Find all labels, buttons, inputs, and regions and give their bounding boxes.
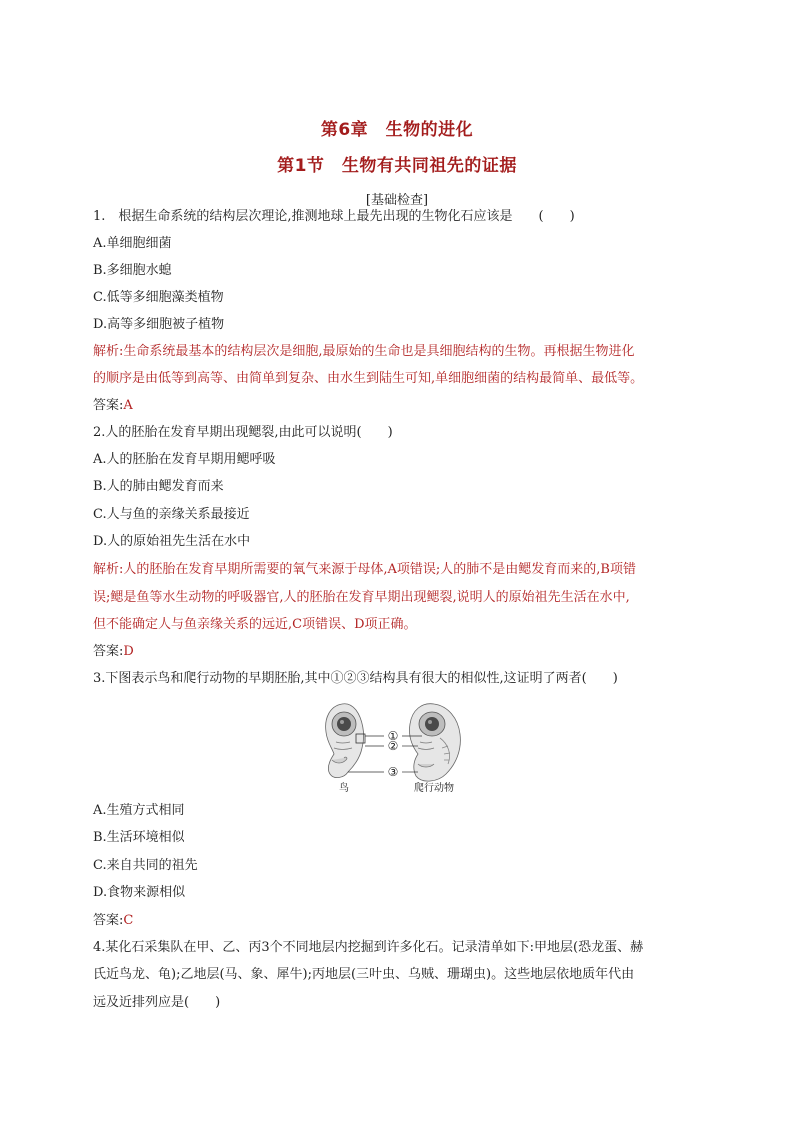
q1-stem: 1. 根据生命系统的结构层次理论,推测地球上最先出现的生物化石应该是 ( ) bbox=[93, 209, 575, 224]
q3-option-d: D.食物来源相似 bbox=[93, 885, 186, 900]
q2-option-b: B.人的肺由鳃发育而来 bbox=[93, 479, 224, 494]
chapter-title: 第6章 生物的进化 bbox=[320, 120, 474, 140]
q3-option-a: A.生殖方式相同 bbox=[93, 803, 185, 818]
q3-stem: 3.下图表示鸟和爬行动物的早期胚胎,其中①②③结构具有很大的相似性,这证明了两者( ) bbox=[93, 671, 618, 686]
q1-answer bbox=[93, 398, 133, 414]
q3-option-b: B.生活环境相似 bbox=[93, 830, 185, 845]
q2-analysis-line-3: 但不能确定人与鱼亲缘关系的远近,C项错误、D项正确。 bbox=[93, 617, 417, 632]
q1-option-c: C.低等多细胞藻类植物 bbox=[93, 290, 224, 305]
figure-bird-label: 鸟 bbox=[339, 783, 349, 794]
embryo-figure bbox=[322, 698, 472, 794]
q2-stem: 2.人的胚胎在发育早期出现鳃裂,由此可以说明( ) bbox=[93, 425, 393, 440]
q2-answer-prefix: 答案: bbox=[93, 644, 124, 659]
q3-answer bbox=[93, 913, 133, 929]
q4-stem-line-1: 4.某化石采集队在甲、乙、丙3个不同地层内挖掘到许多化石。记录清单如下:甲地层(恐龙蛋、赫 bbox=[93, 940, 644, 955]
q1-analysis-line-1: 解析:生命系统最基本的结构层次是细胞,最原始的生命也是具细胞结构的生物。再根据生物进化 bbox=[93, 344, 635, 359]
bird-embryo-drawing bbox=[326, 704, 365, 778]
figure-marker-3: ③ bbox=[387, 765, 399, 779]
q3-answer-prefix: 答案: bbox=[93, 913, 124, 928]
q1-option-b: B.多细胞水螅 bbox=[93, 263, 172, 278]
q2-analysis-line-2: 误;鳃是鱼等水生动物的呼吸器官,人的胚胎在发育早期出现鳃裂,说明人的原始祖先生活在水中, bbox=[93, 590, 630, 605]
q3-answer-value: C bbox=[123, 913, 134, 928]
q2-analysis-line-1: 解析:人的胚胎在发育早期所需要的氧气来源于母体,A项错误;人的肺不是由鳃发育而来的,B项错 bbox=[93, 562, 636, 577]
basic-check-label: [基础检查] bbox=[365, 193, 429, 208]
q1-answer-value: A bbox=[123, 398, 133, 413]
q2-option-c: C.人与鱼的亲缘关系最接近 bbox=[93, 507, 250, 522]
q4-stem-line-2: 氏近鸟龙、龟);乙地层(马、象、犀牛);丙地层(三叶虫、乌贼、珊瑚虫)。这些地层依地质年代由 bbox=[93, 967, 635, 982]
figure-marker-1: ① bbox=[387, 729, 399, 743]
section-title: 第1节 生物有共同祖先的证据 bbox=[277, 156, 517, 176]
q3-option-c: C.来自共同的祖先 bbox=[93, 858, 198, 873]
reptile-embryo-drawing bbox=[409, 704, 460, 781]
q2-answer bbox=[93, 644, 134, 660]
q1-option-d: D.高等多细胞被子植物 bbox=[93, 317, 225, 332]
q2-option-d: D.人的原始祖先生活在水中 bbox=[93, 534, 251, 549]
q1-analysis-line-2: 的顺序是由低等到高等、由简单到复杂、由水生到陆生可知,单细胞细菌的结构最简单、最低等。 bbox=[93, 371, 644, 386]
q1-answer-prefix: 答案: bbox=[93, 398, 124, 413]
q2-option-a: A.人的胚胎在发育早期用鳃呼吸 bbox=[93, 452, 276, 467]
figure-reptile-label: 爬行动物 bbox=[414, 783, 454, 794]
q4-stem-line-3: 远及近排列应是( ) bbox=[93, 995, 221, 1010]
q2-answer-value: D bbox=[123, 644, 134, 659]
q1-option-a: A.单细胞细菌 bbox=[93, 236, 172, 251]
figure-marker-2: ② bbox=[387, 739, 399, 753]
